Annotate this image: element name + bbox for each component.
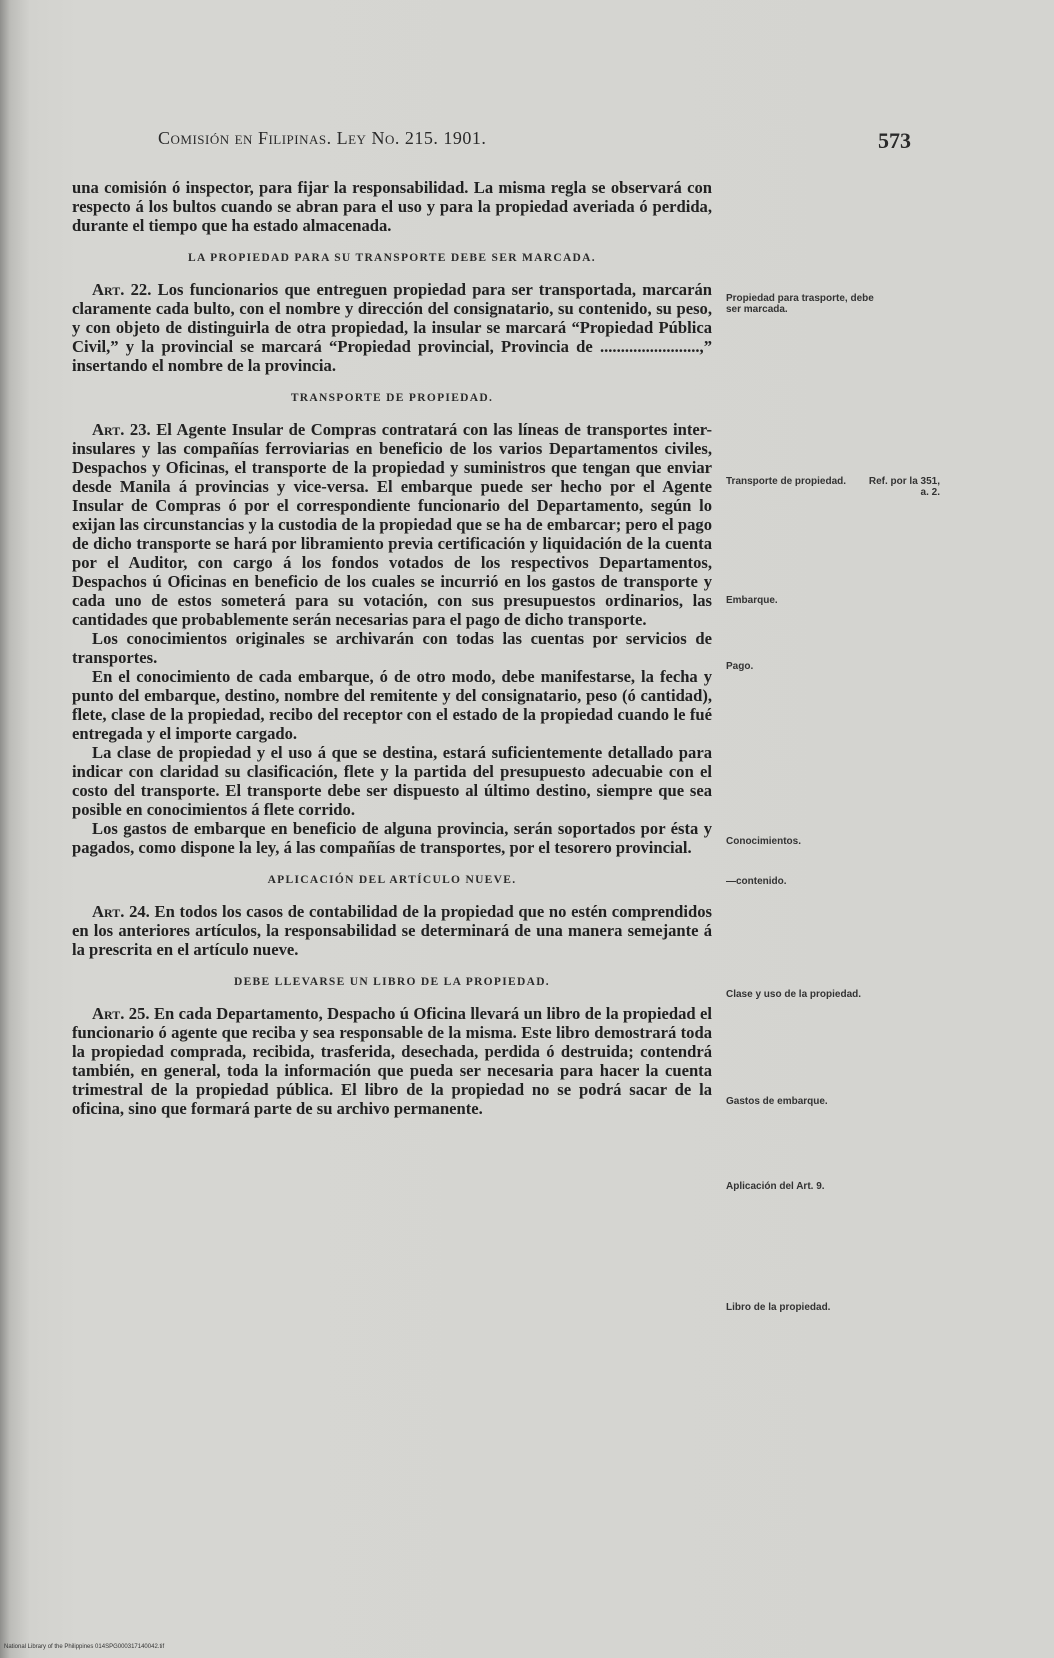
paragraph-clase: La clase de propiedad y el uso á que se destina, estará suficientemente detallado para indicar con claridad su clasificación, flete y la partida del presupuesto adecuabie con el costo del transporte. El transporte debe ser dispuesto al último destino, siempre que sea posible en conocimientos á flete corrido. [72,743,712,819]
paragraph-gastos: Los gastos de embarque en beneficio de alguna provincia, serán soportados por ésta y pagados, como dispone la ley, á las compañías de transportes, por el tesorero provincial. [72,819,712,857]
article-23 [72,420,712,629]
article-text: En cada Departamento, Despacho ú Oficina llevará un libro de la propiedad el funcionario ó agente que reciba y sea responsable de la misma. Este libro demostrará toda la propiedad comprada, recibida, trasferida, desechada, perdida ó destruida; contendrá también, en general, toda la información que pueda ser necesaria para hacer la cuenta trimestral de la propiedad pública. El libro de la propiedad no se podrá sacar de la oficina, sino que formará parte de su archivo permanente. [72,1004,712,1118]
body-text [72,178,712,1118]
article-text: El Agente Insular de Compras contratará con las líneas de transportes inter-insulares y las compañías ferroviarias en beneficio de los varios Departamentos civiles, Despachos y Oficinas, el transporte de la propiedad y suministros que tengan que enviar desde Manila á provincias y vice-versa. El embarque puede ser hecho por el Agente Insular de Compras ó por el correspondiente funcionario del Departamento, según lo exijan las circunstancias y la custodia de la propiedad que se ha de embarcar; pero el pago de dicho transporte se hará por libramiento previa certificación y liquidación de la cuenta por el Auditor, con cargo á los fondos votados de los respectivos Departamentos, Despachos ú Oficinas en beneficio de los cuales se incurrió en los gastos de transporte y cada uno de estos someterá para su votación, con sus presupuestos ordinarios, las cantidades que probablemente serán necesarias para el pago de dicho transporte. [72,420,712,629]
article-text: En todos los casos de contabilidad de la propiedad que no estén comprendidos en los anteriores artículos, la responsabilidad se determinará de una manera semejante á la prescrita en el artículo nueve. [72,902,712,959]
margin-note: Conocimientos. [726,836,802,847]
margin-note: Pago. [726,661,754,672]
article-label: Art. 25. [92,1004,150,1023]
margin-note: Gastos de embarque. [726,1096,828,1107]
article-25 [72,1004,712,1118]
margin-note: —contenido. [726,876,787,887]
paragraph-contenido: En el conocimiento de cada embarque, ó de otro modo, debe manifestarse, la fecha y punto del embarque, destino, nombre del remitente y del consignatario, peso (ó cantidad), flete, clase de la propiedad, recibo del receptor con el estado de la propiedad cuando le fué entregada y el importe cargado. [72,667,712,743]
paragraph-continuation: una comisión ó inspector, para fijar la responsabilidad. La misma regla se observará con respecto á los bultos cuando se abran para el uso y para la propiedad averiada ó perdida, durante el tiempo que ha estado almacenada. [72,178,712,235]
paragraph-conocimientos: Los conocimientos originales se archivarán con todas las cuentas por servicios de transportes. [72,629,712,667]
section-heading-art-24: APLICACIÓN DEL ARTÍCULO NUEVE. [267,874,517,886]
margin-reference: Ref. por la 351, a. 2. [868,476,940,498]
margin-note: Libro de la propiedad. [726,1302,831,1313]
article-label: Art. 24. [92,902,150,921]
margin-note: Clase y uso de la propiedad. [726,989,862,1000]
article-label: Art. 22. [92,280,152,299]
running-header: Comisión en Filipinas. Ley No. 215. 1901. [158,128,487,148]
article-label: Art. 23. [92,420,151,439]
margin-note: Embarque. [726,595,778,606]
article-text: Los funcionarios que entreguen propiedad para ser transportada, marcarán claramente cada bulto, con el nombre y dirección del consignatario, su contenido, su peso, y con objeto de distinguirla de otra propiedad, la insular se marcará “Propiedad Pública Civil,” y la provincial se marcará “Propiedad provincial, Provincia de ........................,” insertando el nombre de la provincia. [72,280,712,375]
page-number: 573 [878,128,911,153]
margin-note: Transporte de propiedad. [726,476,847,487]
scan-footer: National Library of the Philippines 014SPG000317140042.tif [4,1644,165,1650]
section-heading-art-23: TRANSPORTE DE PROPIEDAD. [290,392,494,404]
article-24 [72,902,712,959]
section-heading-art-22: LA PROPIEDAD PARA SU TRANSPORTE DEBE SER MARCADA. [188,252,596,264]
margin-note: Propiedad para trasporte, debe ser marcada. [726,293,874,315]
section-heading-art-25: DEBE LLEVARSE UN LIBRO DE LA PROPIEDAD. [233,976,550,988]
article-22 [72,280,712,375]
margin-note: Aplicación del Art. 9. [726,1181,825,1192]
